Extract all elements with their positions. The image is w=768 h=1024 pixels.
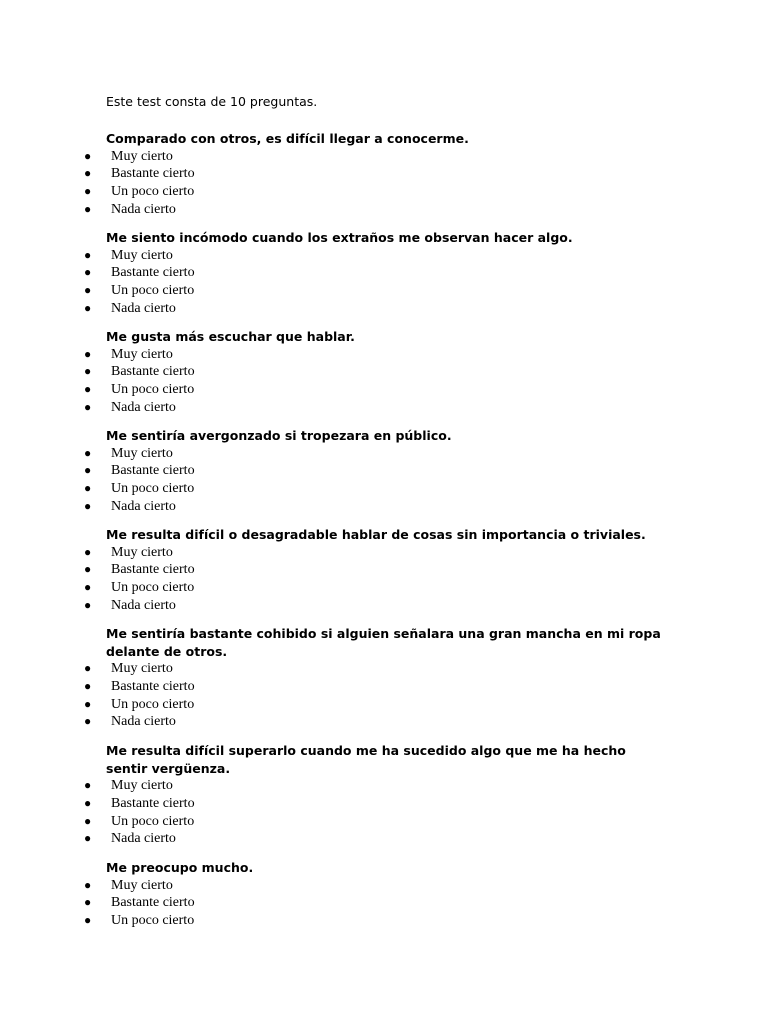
list-item — [0, 561, 768, 579]
options-list — [0, 346, 768, 417]
option-label: Nada cierto — [111, 201, 176, 217]
bullet-icon: ● — [84, 895, 92, 910]
list-item — [0, 148, 768, 166]
list-item — [0, 201, 768, 219]
bullet-icon: ● — [84, 346, 92, 361]
option-label: Muy cierto — [111, 148, 173, 164]
question-8 — [0, 859, 768, 930]
list-item — [0, 877, 768, 895]
list-item — [0, 660, 768, 678]
question-1 — [0, 130, 768, 219]
list-item — [0, 912, 768, 930]
option-label: Bastante cierto — [111, 678, 195, 694]
option-label: Muy cierto — [111, 247, 173, 263]
option-label: Muy cierto — [111, 661, 173, 676]
question-text: Me gusta más escuchar que hablar. — [106, 329, 355, 344]
list-item — [0, 498, 768, 516]
question-text: Me resulta difícil superarlo cuando me ha sucedido algo que me ha hecho sentir vergüenza. — [106, 743, 626, 776]
question-text: Me sentiría bastante cohibido si alguien señalara una gran mancha en mi ropa delante de otros. — [106, 626, 661, 659]
list-item — [0, 579, 768, 597]
list-item — [0, 445, 768, 463]
option-label: Bastante cierto — [111, 562, 195, 578]
option-label: Nada cierto — [111, 831, 176, 847]
question-text: Me siento incómodo cuando los extraños me observan hacer algo. — [106, 230, 573, 245]
bullet-icon: ● — [84, 714, 92, 729]
bullet-icon: ● — [84, 661, 92, 675]
bullet-icon: ● — [84, 498, 92, 513]
question-text: Me resulta difícil o desagradable hablar de cosas sin importancia o triviales. — [106, 527, 646, 542]
list-item — [0, 813, 768, 831]
option-label: Nada cierto — [111, 300, 176, 316]
options-list — [0, 660, 768, 731]
bullet-icon: ● — [84, 877, 92, 892]
bullet-icon: ● — [84, 166, 92, 181]
list-item — [0, 282, 768, 300]
list-item — [0, 696, 768, 714]
option-label: Un poco cierto — [111, 580, 195, 596]
option-label: Muy cierto — [111, 346, 173, 362]
option-label: Bastante cierto — [111, 166, 195, 182]
bullet-icon: ● — [84, 201, 92, 216]
options-list — [0, 777, 768, 848]
list-item — [0, 795, 768, 813]
question-text: Comparado con otros, es difícil llegar a conocerme. — [106, 131, 469, 146]
bullet-icon: ● — [84, 399, 92, 414]
bullet-icon: ● — [84, 778, 92, 792]
option-label: Muy cierto — [111, 544, 173, 560]
bullet-icon: ● — [84, 696, 92, 711]
intro-text: Este test consta de 10 preguntas. — [106, 94, 318, 109]
list-item — [0, 264, 768, 282]
bullet-icon: ● — [84, 247, 92, 262]
option-label: Nada cierto — [111, 714, 176, 730]
option-label: Muy cierto — [111, 778, 173, 793]
option-label: Bastante cierto — [111, 895, 195, 911]
question-text: Me preocupo mucho. — [106, 860, 254, 875]
option-label: Nada cierto — [111, 498, 176, 514]
option-label: Muy cierto — [111, 877, 173, 893]
list-item — [0, 480, 768, 498]
bullet-icon: ● — [84, 813, 92, 828]
bullet-icon: ● — [84, 544, 92, 559]
bullet-icon: ● — [84, 831, 92, 846]
option-label: Bastante cierto — [111, 364, 195, 380]
option-label: Un poco cierto — [111, 696, 195, 712]
bullet-icon: ● — [84, 364, 92, 379]
list-item — [0, 300, 768, 318]
list-item — [0, 544, 768, 562]
question-2 — [0, 229, 768, 318]
bullet-icon: ● — [84, 481, 92, 496]
options-list — [0, 445, 768, 516]
options-list — [0, 148, 768, 219]
bullet-icon: ● — [84, 148, 92, 163]
list-item — [0, 165, 768, 183]
bullet-icon: ● — [84, 300, 92, 315]
option-label: Bastante cierto — [111, 795, 195, 811]
bullet-icon: ● — [84, 184, 92, 199]
option-label: Un poco cierto — [111, 283, 195, 299]
list-item — [0, 399, 768, 417]
option-label: Nada cierto — [111, 399, 176, 415]
list-item — [0, 678, 768, 696]
bullet-icon: ● — [84, 597, 92, 612]
option-label: Bastante cierto — [111, 463, 195, 479]
bullet-icon: ● — [84, 562, 92, 577]
list-item — [0, 597, 768, 615]
bullet-icon: ● — [84, 463, 92, 478]
question-text: Me sentiría avergonzado si tropezara en público. — [106, 428, 452, 443]
question-4 — [0, 427, 768, 516]
bullet-icon: ● — [84, 265, 92, 280]
bullet-icon: ● — [84, 445, 92, 460]
list-item — [0, 462, 768, 480]
list-item — [0, 777, 768, 795]
options-list — [0, 877, 768, 930]
bullet-icon: ● — [84, 913, 92, 928]
list-item — [0, 247, 768, 265]
list-item — [0, 183, 768, 201]
options-list — [0, 544, 768, 615]
question-5 — [0, 526, 768, 615]
question-3 — [0, 328, 768, 417]
option-label: Un poco cierto — [111, 382, 195, 398]
question-6 — [0, 625, 768, 731]
bullet-icon: ● — [84, 283, 92, 298]
question-7 — [0, 742, 768, 848]
list-item — [0, 363, 768, 381]
list-item — [0, 346, 768, 364]
option-label: Muy cierto — [111, 445, 173, 461]
bullet-icon: ● — [84, 382, 92, 397]
option-label: Un poco cierto — [111, 184, 195, 200]
option-label: Un poco cierto — [111, 913, 195, 929]
option-label: Un poco cierto — [111, 813, 195, 829]
bullet-icon: ● — [84, 678, 92, 693]
options-list — [0, 247, 768, 318]
list-item — [0, 830, 768, 848]
bullet-icon: ● — [84, 795, 92, 810]
option-label: Un poco cierto — [111, 481, 195, 497]
bullet-icon: ● — [84, 580, 92, 595]
list-item — [0, 713, 768, 731]
list-item — [0, 381, 768, 399]
option-label: Nada cierto — [111, 597, 176, 613]
list-item — [0, 894, 768, 912]
option-label: Bastante cierto — [111, 265, 195, 281]
